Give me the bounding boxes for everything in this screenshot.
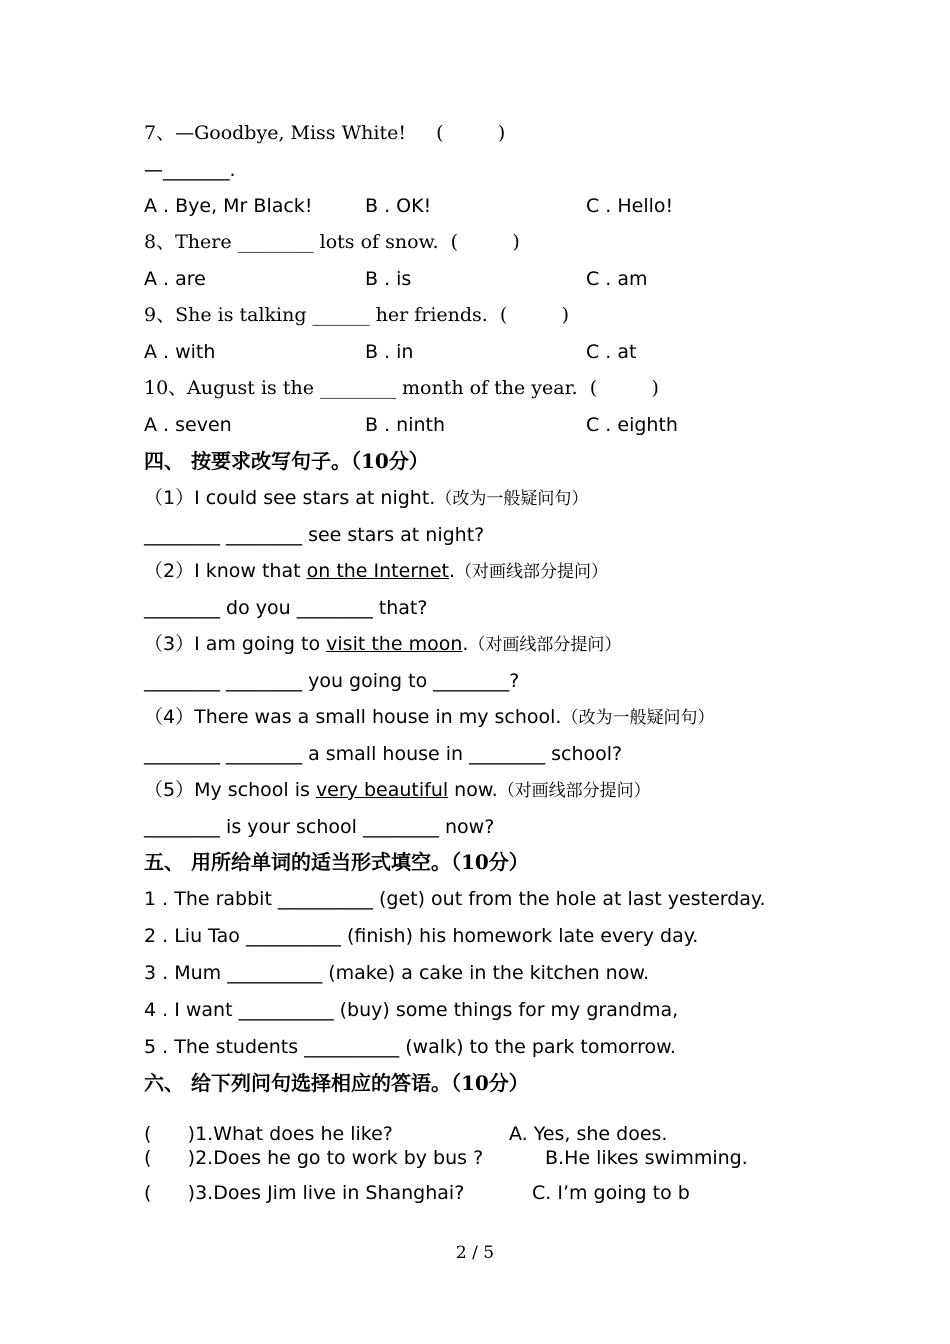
rewrite-item-5-underlined: very beautiful (315, 779, 449, 801)
rewrite-item-2-text: （2）I know that (144, 560, 307, 582)
rewrite-item-4-text: （4）There was a small house in my school. (144, 706, 562, 728)
rewrite-item-3 (144, 632, 621, 657)
rewrite-item-4 (144, 705, 714, 730)
option-9c: C . at (586, 341, 637, 363)
question-8: 8、There ________ lots of snow. ( ) (144, 231, 520, 253)
rewrite-item-5-end: now. (448, 779, 498, 801)
option-10b: B . ninth (365, 414, 446, 436)
rewrite-item-2-note: （对画线部分提问） (455, 562, 609, 582)
rewrite-item-2 (144, 559, 608, 584)
rewrite-item-3-note: （对画线部分提问） (468, 635, 622, 655)
match-question-1: ( )1.What does he like? (144, 1123, 393, 1145)
fill-item-3: 3 . Mum __________ (make) a cake in the kitchen now. (144, 962, 650, 984)
section-4-heading: 四、 按要求改写句子。（10分） (144, 449, 429, 473)
rewrite-answer-4: ________ ________ a small house in ________ school? (144, 743, 623, 765)
option-10a: A . seven (144, 414, 232, 436)
option-9a: A . with (144, 341, 216, 363)
option-8a: A . are (144, 268, 206, 290)
fill-item-4: 4 . I want __________ (buy) some things for my grandma, (144, 999, 679, 1021)
section-6-heading: 六、 给下列问句选择相应的答语。（10分） (144, 1071, 529, 1095)
section-5-heading: 五、 用所给单词的适当形式填空。（10分） (144, 850, 529, 874)
rewrite-item-2-end: . (448, 560, 456, 582)
question-7: 7、—Goodbye, Miss White! ( ) (144, 122, 506, 144)
question-9: 9、She is talking ______ her friends. ( ) (144, 304, 570, 326)
fill-item-1: 1 . The rabbit __________ (get) out from the hole at last yesterday. (144, 888, 766, 910)
rewrite-item-5 (144, 778, 651, 803)
option-9b: B . in (365, 341, 414, 363)
match-answer-a: A. Yes, she does. (509, 1123, 668, 1145)
page-number: 2 / 5 (455, 1243, 495, 1263)
match-question-3: ( )3.Does Jim live in Shanghai? (144, 1182, 465, 1204)
fill-item-5: 5 . The students __________ (walk) to the park tomorrow. (144, 1036, 676, 1058)
rewrite-item-5-note: （对画线部分提问） (497, 781, 651, 801)
fill-item-2: 2 . Liu Tao __________ (finish) his homework late every day. (144, 925, 699, 947)
option-7a: A . Bye, Mr Black! (144, 195, 313, 217)
match-answer-b: B.He likes swimming. (545, 1147, 748, 1169)
question-10: 10、August is the ________ month of the year. ( ) (144, 377, 659, 399)
rewrite-answer-2: ________ do you ________ that? (144, 597, 428, 619)
rewrite-item-3-text: （3）I am going to (144, 633, 327, 655)
rewrite-answer-3: ________ ________ you going to ________? (144, 670, 520, 692)
question-7-blank-line: —_______. (144, 159, 236, 181)
option-7c: C . Hello! (586, 195, 674, 217)
option-8b: B . is (365, 268, 412, 290)
rewrite-answer-5: ________ is your school ________ now? (144, 816, 495, 838)
rewrite-item-2-underlined: on the Internet (306, 560, 449, 582)
rewrite-item-3-end: . (462, 633, 469, 655)
rewrite-answer-1: ________ ________ see stars at night? (144, 524, 485, 546)
match-question-2: ( )2.Does he go to work by bus ? (144, 1147, 484, 1169)
rewrite-item-1-text: （1）I could see stars at night. (144, 487, 436, 509)
rewrite-item-1 (144, 486, 588, 511)
rewrite-item-3-underlined: visit the moon (326, 633, 463, 655)
option-8c: C . am (586, 268, 648, 290)
match-answer-c: C. I’m going to b (532, 1182, 690, 1204)
rewrite-item-1-note: （改为一般疑问句） (435, 489, 589, 509)
option-10c: C . eighth (586, 414, 678, 436)
option-7b: B . OK! (365, 195, 432, 217)
rewrite-item-4-note: （改为一般疑问句） (561, 708, 715, 728)
rewrite-item-5-text: （5）My school is (144, 779, 316, 801)
